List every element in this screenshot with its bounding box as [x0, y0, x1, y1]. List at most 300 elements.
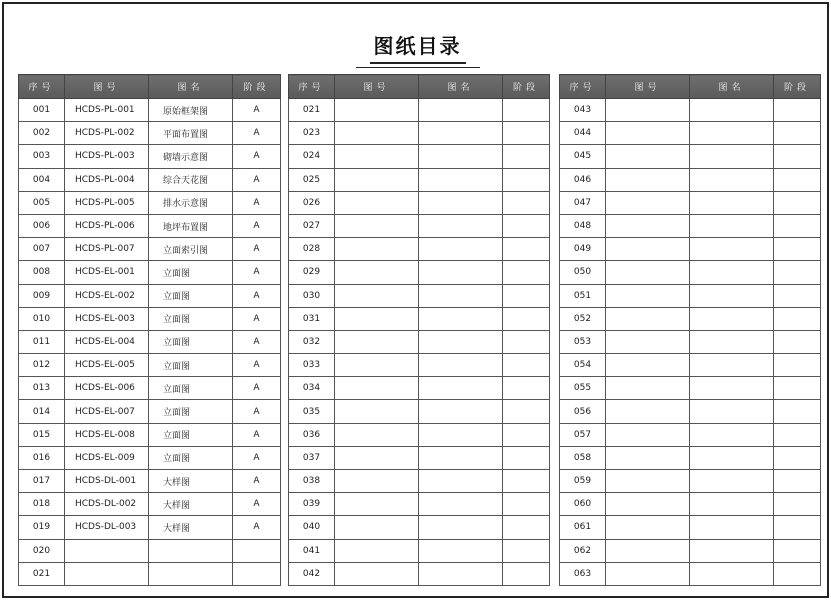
- cell-drawing-no: [606, 122, 690, 145]
- cell-seq: 049: [560, 238, 606, 261]
- table-row: [560, 470, 821, 493]
- cell-drawing-name: [690, 354, 774, 377]
- cell-drawing-no: [335, 122, 419, 145]
- cell-stage: [774, 423, 821, 446]
- table-row: [289, 423, 550, 446]
- table-row: [560, 99, 821, 122]
- cell-drawing-name: [690, 330, 774, 353]
- cell-drawing-no: [606, 377, 690, 400]
- cell-drawing-name: [419, 377, 503, 400]
- cell-seq: 005: [19, 191, 65, 214]
- cell-drawing-no: HCDS-EL-004: [65, 330, 149, 353]
- cell-drawing-name: [419, 214, 503, 237]
- cell-seq: 003: [19, 145, 65, 168]
- cell-seq: 059: [560, 470, 606, 493]
- cell-stage: [503, 145, 550, 168]
- cell-drawing-no: [335, 307, 419, 330]
- table-row: [289, 539, 550, 562]
- cell-drawing-name: 排水示意图: [149, 191, 233, 214]
- cell-drawing-no: [335, 99, 419, 122]
- cell-stage: [503, 330, 550, 353]
- cell-stage: [233, 539, 281, 562]
- table-header-row: [289, 75, 550, 99]
- cell-stage: [774, 261, 821, 284]
- cell-drawing-no: [606, 145, 690, 168]
- cell-drawing-name: [419, 191, 503, 214]
- cell-seq: 056: [560, 400, 606, 423]
- cell-seq: 063: [560, 562, 606, 585]
- cell-stage: [503, 168, 550, 191]
- cell-stage: [774, 284, 821, 307]
- cell-stage: [503, 214, 550, 237]
- cell-seq: 011: [19, 330, 65, 353]
- cell-drawing-name: [419, 261, 503, 284]
- title-block: [4, 30, 831, 64]
- cell-drawing-name: [419, 238, 503, 261]
- cell-drawing-no: [606, 470, 690, 493]
- table-row: [19, 284, 281, 307]
- cell-drawing-no: [335, 516, 419, 539]
- cell-seq: 006: [19, 214, 65, 237]
- cell-seq: 042: [289, 562, 335, 585]
- cell-drawing-no: [335, 145, 419, 168]
- cell-drawing-no: [606, 168, 690, 191]
- cell-drawing-name: [419, 354, 503, 377]
- table-row: [560, 261, 821, 284]
- cell-drawing-no: [335, 562, 419, 585]
- header-drawing-name: 图名: [419, 75, 503, 99]
- cell-drawing-no: HCDS-PL-006: [65, 214, 149, 237]
- cell-drawing-name: [149, 539, 233, 562]
- cell-seq: 019: [19, 516, 65, 539]
- cell-drawing-name: [690, 261, 774, 284]
- cell-seq: 021: [19, 562, 65, 585]
- cell-stage: A: [233, 238, 281, 261]
- cell-drawing-name: [690, 238, 774, 261]
- cell-drawing-name: 立面图: [149, 330, 233, 353]
- cell-drawing-name: 立面图: [149, 354, 233, 377]
- cell-seq: 015: [19, 423, 65, 446]
- table-row: [19, 562, 281, 585]
- cell-seq: 061: [560, 516, 606, 539]
- cell-seq: 014: [19, 400, 65, 423]
- cell-drawing-no: [606, 261, 690, 284]
- cell-stage: A: [233, 423, 281, 446]
- cell-drawing-name: [690, 539, 774, 562]
- cell-stage: A: [233, 99, 281, 122]
- cell-stage: [503, 238, 550, 261]
- cell-drawing-name: [690, 307, 774, 330]
- cell-seq: 018: [19, 493, 65, 516]
- cell-seq: 032: [289, 330, 335, 353]
- cell-drawing-name: [419, 493, 503, 516]
- drawing-list-table-3: [559, 74, 821, 586]
- table-row: [19, 261, 281, 284]
- cell-drawing-no: [335, 400, 419, 423]
- cell-drawing-no: [606, 539, 690, 562]
- table-row: [560, 191, 821, 214]
- cell-stage: [503, 122, 550, 145]
- cell-drawing-no: [335, 191, 419, 214]
- cell-drawing-name: [419, 423, 503, 446]
- cell-stage: [774, 354, 821, 377]
- cell-drawing-no: HCDS-EL-006: [65, 377, 149, 400]
- header-drawing-no: 图号: [606, 75, 690, 99]
- table-row: [560, 446, 821, 469]
- cell-stage: [503, 539, 550, 562]
- table-row: [289, 330, 550, 353]
- table-row: [560, 122, 821, 145]
- cell-drawing-no: HCDS-PL-005: [65, 191, 149, 214]
- cell-drawing-no: HCDS-PL-004: [65, 168, 149, 191]
- cell-drawing-no: HCDS-DL-003: [65, 516, 149, 539]
- table-row: [289, 516, 550, 539]
- cell-drawing-name: [419, 330, 503, 353]
- table-row: [19, 330, 281, 353]
- cell-stage: [774, 377, 821, 400]
- cell-stage: A: [233, 330, 281, 353]
- cell-drawing-name: [690, 493, 774, 516]
- cell-drawing-no: [606, 493, 690, 516]
- table-row: [19, 493, 281, 516]
- header-stage: 阶段: [774, 75, 821, 99]
- table-row: [19, 191, 281, 214]
- cell-drawing-name: [419, 539, 503, 562]
- cell-seq: 009: [19, 284, 65, 307]
- cell-drawing-name: 综合天花图: [149, 168, 233, 191]
- cell-stage: [503, 99, 550, 122]
- table-row: [289, 562, 550, 585]
- cell-stage: [503, 307, 550, 330]
- drawing-sheet: [2, 2, 829, 598]
- table-body: [19, 99, 281, 586]
- header-drawing-no: 图号: [65, 75, 149, 99]
- cell-seq: 053: [560, 330, 606, 353]
- cell-stage: A: [233, 493, 281, 516]
- table-row: [19, 122, 281, 145]
- table-row: [560, 354, 821, 377]
- cell-seq: 048: [560, 214, 606, 237]
- cell-stage: [503, 446, 550, 469]
- table-row: [560, 562, 821, 585]
- cell-stage: [774, 516, 821, 539]
- cell-stage: A: [233, 145, 281, 168]
- cell-seq: 026: [289, 191, 335, 214]
- cell-stage: A: [233, 400, 281, 423]
- cell-seq: 057: [560, 423, 606, 446]
- cell-drawing-name: [419, 284, 503, 307]
- table-row: [289, 377, 550, 400]
- table-row: [289, 493, 550, 516]
- cell-drawing-no: [606, 562, 690, 585]
- cell-drawing-name: [419, 446, 503, 469]
- table-row: [289, 122, 550, 145]
- cell-drawing-no: [335, 354, 419, 377]
- cell-stage: A: [233, 261, 281, 284]
- cell-drawing-no: [606, 214, 690, 237]
- table-row: [289, 145, 550, 168]
- cell-drawing-no: [335, 284, 419, 307]
- header-seq: 序号: [289, 75, 335, 99]
- cell-drawing-no: [335, 238, 419, 261]
- cell-drawing-no: [335, 214, 419, 237]
- table-row: [560, 493, 821, 516]
- cell-drawing-name: [690, 99, 774, 122]
- cell-seq: 007: [19, 238, 65, 261]
- cell-drawing-name: [419, 168, 503, 191]
- cell-seq: 031: [289, 307, 335, 330]
- cell-drawing-name: [690, 145, 774, 168]
- cell-stage: [774, 145, 821, 168]
- cell-drawing-name: [419, 145, 503, 168]
- table-row: [19, 377, 281, 400]
- cell-drawing-name: 平面布置图: [149, 122, 233, 145]
- table-row: [19, 423, 281, 446]
- cell-stage: [774, 99, 821, 122]
- header-drawing-no: 图号: [335, 75, 419, 99]
- cell-seq: 060: [560, 493, 606, 516]
- table-row: [289, 238, 550, 261]
- cell-stage: A: [233, 122, 281, 145]
- cell-drawing-no: HCDS-PL-003: [65, 145, 149, 168]
- table-row: [560, 377, 821, 400]
- cell-drawing-name: [419, 562, 503, 585]
- table-row: [19, 214, 281, 237]
- table-row: [289, 99, 550, 122]
- cell-drawing-name: 立面索引图: [149, 238, 233, 261]
- cell-drawing-name: [690, 284, 774, 307]
- cell-seq: 050: [560, 261, 606, 284]
- table-row: [560, 168, 821, 191]
- table-row: [560, 307, 821, 330]
- cell-drawing-no: HCDS-DL-001: [65, 470, 149, 493]
- cell-drawing-no: [335, 168, 419, 191]
- cell-drawing-no: HCDS-EL-001: [65, 261, 149, 284]
- cell-seq: 047: [560, 191, 606, 214]
- table-row: [560, 238, 821, 261]
- header-stage: 阶段: [233, 75, 281, 99]
- cell-seq: 055: [560, 377, 606, 400]
- table-row: [560, 330, 821, 353]
- header-stage: 阶段: [503, 75, 550, 99]
- cell-drawing-no: [335, 493, 419, 516]
- cell-drawing-name: [690, 191, 774, 214]
- cell-stage: A: [233, 214, 281, 237]
- cell-stage: A: [233, 446, 281, 469]
- header-drawing-name: 图名: [690, 75, 774, 99]
- cell-drawing-name: [690, 377, 774, 400]
- cell-drawing-no: [65, 539, 149, 562]
- table-row: [289, 307, 550, 330]
- cell-seq: 043: [560, 99, 606, 122]
- cell-stage: A: [233, 168, 281, 191]
- cell-drawing-no: [606, 446, 690, 469]
- cell-drawing-no: HCDS-PL-001: [65, 99, 149, 122]
- cell-drawing-no: [335, 377, 419, 400]
- table-row: [289, 191, 550, 214]
- cell-drawing-no: [335, 423, 419, 446]
- cell-drawing-name: [419, 99, 503, 122]
- cell-drawing-name: 立面图: [149, 284, 233, 307]
- cell-seq: 025: [289, 168, 335, 191]
- cell-stage: [503, 377, 550, 400]
- cell-stage: A: [233, 191, 281, 214]
- table-row: [19, 145, 281, 168]
- table-body: [289, 99, 550, 586]
- cell-drawing-name: [419, 470, 503, 493]
- cell-drawing-no: [606, 423, 690, 446]
- cell-stage: [774, 191, 821, 214]
- page-title: 图纸目录: [370, 30, 466, 64]
- table-row: [19, 307, 281, 330]
- table-row: [289, 214, 550, 237]
- cell-seq: 001: [19, 99, 65, 122]
- cell-stage: [774, 168, 821, 191]
- cell-drawing-name: [419, 307, 503, 330]
- cell-stage: A: [233, 284, 281, 307]
- cell-drawing-no: [606, 99, 690, 122]
- cell-seq: 023: [289, 122, 335, 145]
- cell-drawing-name: 立面图: [149, 377, 233, 400]
- cell-stage: [503, 516, 550, 539]
- table-row: [560, 423, 821, 446]
- cell-drawing-name: 大样图: [149, 516, 233, 539]
- cell-stage: [774, 470, 821, 493]
- table-row: [19, 354, 281, 377]
- cell-seq: 038: [289, 470, 335, 493]
- cell-stage: [503, 562, 550, 585]
- cell-seq: 028: [289, 238, 335, 261]
- cell-drawing-no: [65, 562, 149, 585]
- table-header-row: [19, 75, 281, 99]
- cell-drawing-name: 大样图: [149, 470, 233, 493]
- cell-drawing-name: 立面图: [149, 307, 233, 330]
- cell-drawing-no: HCDS-EL-002: [65, 284, 149, 307]
- cell-drawing-no: HCDS-EL-005: [65, 354, 149, 377]
- table-row: [19, 99, 281, 122]
- cell-drawing-name: [690, 562, 774, 585]
- table-row: [289, 168, 550, 191]
- table-row: [289, 470, 550, 493]
- cell-stage: A: [233, 470, 281, 493]
- cell-drawing-no: [335, 261, 419, 284]
- cell-stage: [774, 214, 821, 237]
- table-row: [19, 446, 281, 469]
- cell-stage: [774, 122, 821, 145]
- cell-drawing-no: HCDS-EL-009: [65, 446, 149, 469]
- header-seq: 序号: [19, 75, 65, 99]
- cell-seq: 054: [560, 354, 606, 377]
- cell-drawing-no: [335, 539, 419, 562]
- cell-seq: 024: [289, 145, 335, 168]
- table-row: [560, 214, 821, 237]
- cell-drawing-name: [419, 516, 503, 539]
- cell-drawing-name: 立面图: [149, 446, 233, 469]
- cell-drawing-name: [419, 400, 503, 423]
- cell-seq: 044: [560, 122, 606, 145]
- cell-seq: 004: [19, 168, 65, 191]
- cell-drawing-name: 砌墙示意图: [149, 145, 233, 168]
- drawing-list-table-2: [288, 74, 550, 586]
- cell-drawing-name: [690, 400, 774, 423]
- cell-stage: A: [233, 354, 281, 377]
- cell-stage: [503, 423, 550, 446]
- cell-drawing-name: 原始框架图: [149, 99, 233, 122]
- cell-seq: 029: [289, 261, 335, 284]
- table-row: [289, 400, 550, 423]
- cell-drawing-name: [690, 122, 774, 145]
- cell-stage: [774, 539, 821, 562]
- cell-drawing-name: 大样图: [149, 493, 233, 516]
- table-row: [289, 261, 550, 284]
- cell-seq: 040: [289, 516, 335, 539]
- table-row: [560, 539, 821, 562]
- cell-seq: 017: [19, 470, 65, 493]
- cell-drawing-no: HCDS-DL-002: [65, 493, 149, 516]
- table-header-row: [560, 75, 821, 99]
- table-row: [289, 354, 550, 377]
- cell-drawing-name: [690, 214, 774, 237]
- cell-drawing-no: [606, 191, 690, 214]
- cell-seq: 062: [560, 539, 606, 562]
- cell-seq: 045: [560, 145, 606, 168]
- cell-stage: A: [233, 516, 281, 539]
- cell-stage: [774, 330, 821, 353]
- table-body: [560, 99, 821, 586]
- cell-stage: [503, 400, 550, 423]
- cell-drawing-no: [606, 307, 690, 330]
- cell-seq: 052: [560, 307, 606, 330]
- cell-drawing-name: 地坪布置图: [149, 214, 233, 237]
- table-row: [19, 168, 281, 191]
- cell-drawing-no: HCDS-PL-002: [65, 122, 149, 145]
- cell-seq: 036: [289, 423, 335, 446]
- drawing-list-table-1: [18, 74, 281, 586]
- cell-stage: [503, 354, 550, 377]
- cell-seq: 039: [289, 493, 335, 516]
- cell-drawing-name: [419, 122, 503, 145]
- cell-seq: 012: [19, 354, 65, 377]
- cell-drawing-no: [606, 400, 690, 423]
- cell-drawing-name: 立面图: [149, 261, 233, 284]
- cell-drawing-no: HCDS-PL-007: [65, 238, 149, 261]
- cell-drawing-no: [335, 446, 419, 469]
- cell-drawing-name: [149, 562, 233, 585]
- cell-stage: [503, 261, 550, 284]
- cell-drawing-name: [690, 470, 774, 493]
- table-row: [560, 400, 821, 423]
- cell-drawing-no: [606, 354, 690, 377]
- cell-seq: 046: [560, 168, 606, 191]
- cell-drawing-no: HCDS-EL-003: [65, 307, 149, 330]
- cell-seq: 030: [289, 284, 335, 307]
- cell-seq: 033: [289, 354, 335, 377]
- cell-drawing-name: 立面图: [149, 423, 233, 446]
- cell-drawing-no: [606, 284, 690, 307]
- header-seq: 序号: [560, 75, 606, 99]
- cell-drawing-no: [606, 516, 690, 539]
- cell-seq: 008: [19, 261, 65, 284]
- cell-stage: [774, 400, 821, 423]
- cell-seq: 021: [289, 99, 335, 122]
- table-row: [19, 400, 281, 423]
- cell-drawing-no: HCDS-EL-008: [65, 423, 149, 446]
- cell-stage: [774, 307, 821, 330]
- cell-seq: 041: [289, 539, 335, 562]
- cell-stage: A: [233, 307, 281, 330]
- cell-seq: 034: [289, 377, 335, 400]
- table-row: [560, 145, 821, 168]
